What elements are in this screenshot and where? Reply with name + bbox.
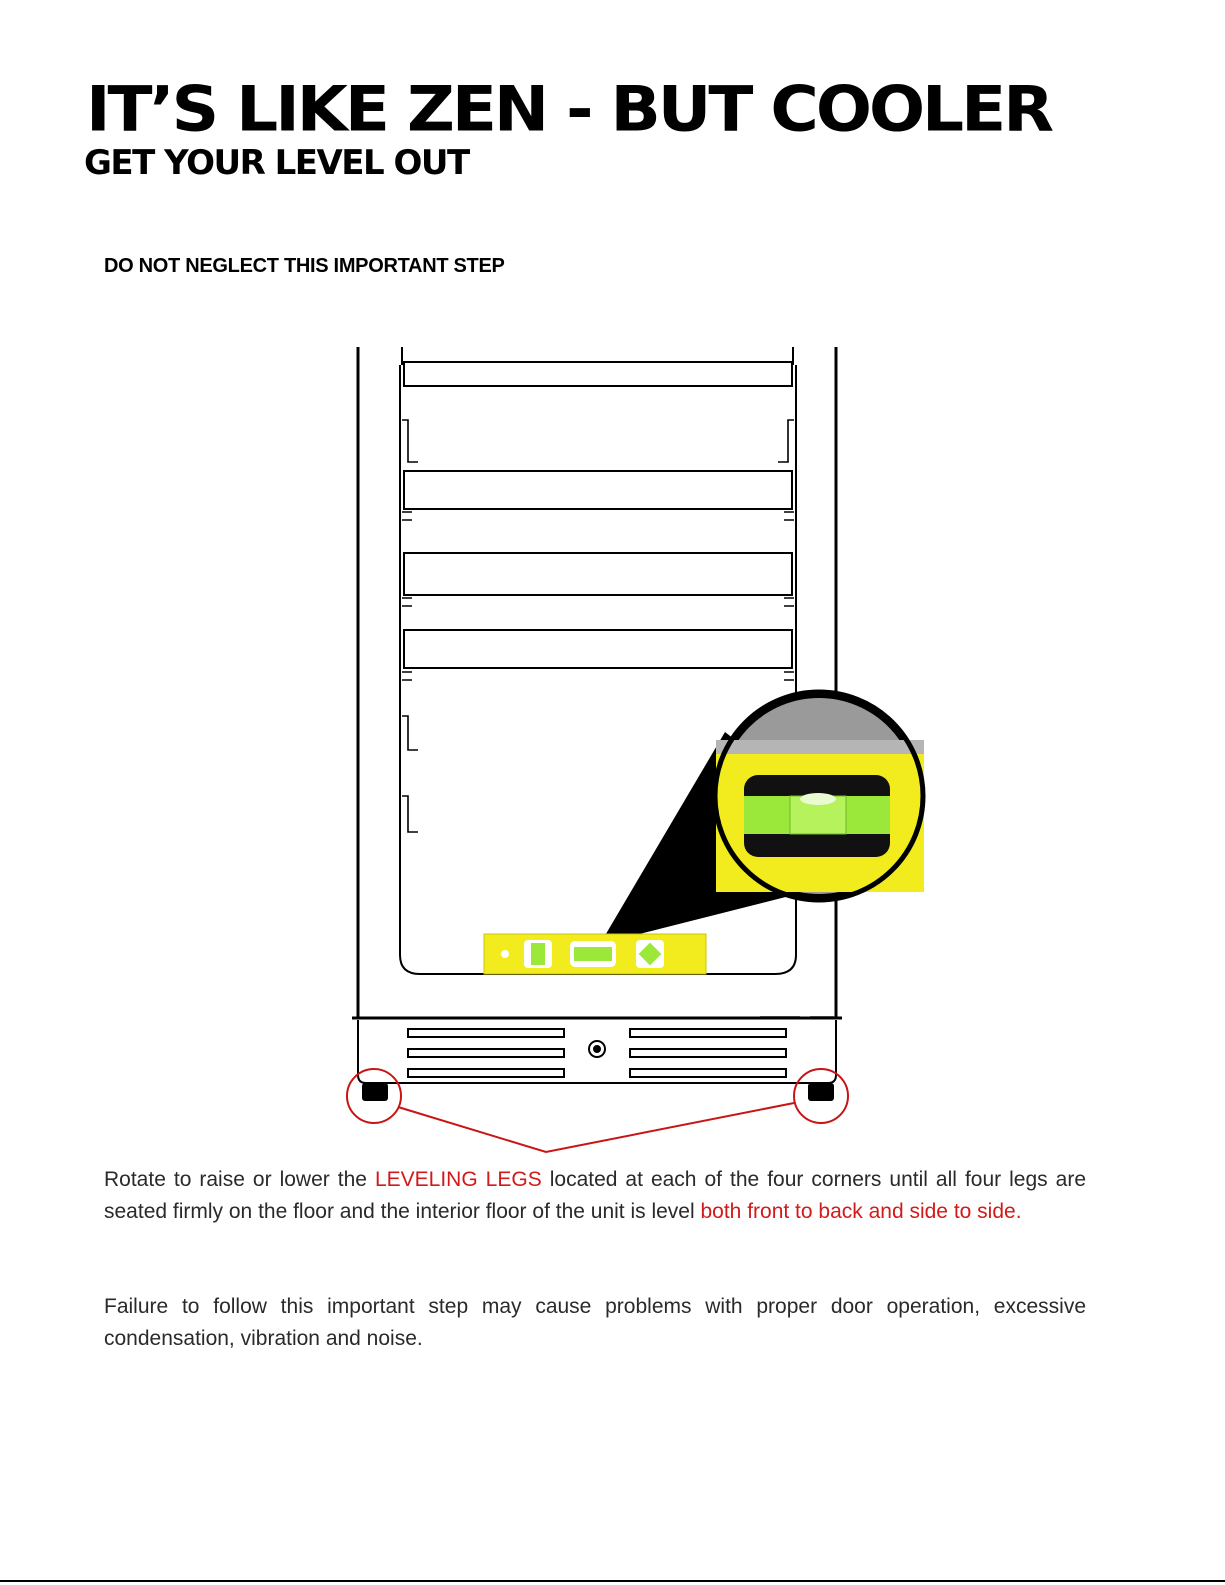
instr-text-2: located at each of the four corners until all four legs are seated firmly on the floor and the interior floor of the unit is level: [104, 1168, 1087, 1223]
shelf-2: [404, 471, 792, 509]
bottom-divider: [0, 1580, 1225, 1582]
page-title: IT’S LIKE ZEN - BUT COOLER: [86, 72, 1052, 146]
leveling-instructions: [104, 1164, 1086, 1228]
shelf-3: [404, 553, 792, 595]
step-heading: DO NOT NEGLECT THIS IMPORTANT STEP: [104, 255, 505, 277]
instr-text-1: Rotate to raise or lower the: [104, 1168, 375, 1191]
failure-warning: Failure to follow this important step may cause problems with proper door operation, excessive condensation, vibration and noise.: [104, 1295, 1086, 1350]
kick-plate: [352, 1018, 842, 1083]
leveling-legs-highlight: LEVELING LEGS: [374, 1168, 542, 1191]
spirit-level-icon: [484, 934, 706, 974]
shelf-4: [404, 630, 792, 668]
leveling-leg-left: [362, 1083, 388, 1101]
leveling-leg-right: [808, 1083, 834, 1101]
level-zoom-icon: [713, 690, 925, 902]
shelves: [404, 362, 792, 668]
shelf-1: [404, 362, 792, 386]
page-subtitle: GET YOUR LEVEL OUT: [84, 143, 469, 183]
leveling-leg-callout: [347, 1069, 848, 1152]
level-direction-highlight: both front to back and side to side.: [700, 1200, 1022, 1223]
